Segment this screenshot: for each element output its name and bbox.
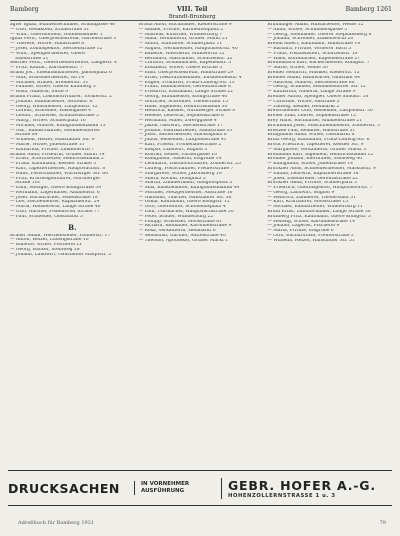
directory-entry: — Karl, Tapeziermeister, Hauptwachstr. 8 (10, 166, 106, 171)
directory-entry: — Marie, Witwe, Judenstraße 11 (10, 142, 85, 147)
directory-entry: — Anton, Heizer, Ludwigstraße 10 (10, 238, 89, 243)
directory-entry: — Philipp, Schlosser, Moosstraße 61 (138, 219, 223, 224)
directory-entry: — Georg, Bäcker, Steinweg 28 (10, 248, 80, 253)
directory-entry: — Christof, Schuhmacher, Kapellenstr. 5 (138, 61, 232, 66)
directory-entry: — Anton, Stadtbote, Schillerplatz 11 (138, 42, 223, 47)
directory-entry: — Hermann, Lagerhalter, Amalienstr. 6 (10, 190, 100, 195)
directory-entry: — Friedrich, Kaufmann, Lange Straße 22 (138, 90, 234, 95)
ad-tagline-2: AUSFÜHRUNG (141, 488, 185, 494)
directory-entry: — Katharina, Näherin, Lange Straße 9 (267, 90, 356, 95)
directory-entry: — Oskar, Kaufmann, Obere Königstr. 12 (138, 200, 230, 205)
directory-entry: — Otto, Buchdrucker, Pfeuferstraße 2 (267, 234, 354, 239)
directory-entry: — Sebastian, Gärtner, Mittelstraße 40 (138, 234, 226, 239)
directory-entry: — Andreas, Kutscher, Wunderburg 7 (138, 32, 223, 37)
directory-entry: — Christine, Witwe, Austraße 3 (267, 99, 340, 104)
footer-left: Adreßbuch für Bamberg 1931 (18, 520, 95, 526)
directory-entry: — Margarete, Witwe, Jakobsberg 19 (138, 171, 222, 176)
directory-entry: — Ludwig, Postschaffner, Pfeuferstraße 7 (138, 166, 234, 171)
directory-entry: — Georg, Schmied, Memmelsdorfer Str. 12 (267, 85, 366, 90)
directory-entry: — Pauline, Witwe, Oberer Kaulberg 3 (10, 85, 96, 90)
directory-entry: — Johann, Fabrikarbeiter, Sandstraße 33 (138, 128, 233, 133)
directory-entry: — Rosa, Näherin, Sutte 9 (10, 90, 68, 95)
directory-entry: — Wilhelm, Heizer, Hallstadter Str. 51 (267, 238, 355, 243)
directory-entry: Brückner Anna, Private, Schillerplatz 3 (267, 181, 357, 186)
directory-entry: — Franz, Bahnarbeiter, Gereuthstraße 8 (138, 85, 231, 90)
column-middle (139, 23, 264, 465)
directory-entry: — Gottfried, Schreiner, Theuerstadt 15 (138, 99, 228, 104)
directory-entry: — Helene, Lehrerin, Sophienstraße 6 (138, 114, 224, 119)
directory-entry: Braun Adolf, Buchbinder, Kleberstraße 9 (138, 23, 232, 27)
directory-entry: Brehm Albert, Kaufmann, Hainstraße 14 (267, 42, 361, 47)
ad-firm-name: GEBR. HOFER A.-G. (228, 477, 376, 493)
directory-entry: — Heinrich, Zimmerer, Theuerstadt 31 (267, 195, 357, 200)
directory-entry: — Johann, Bahnarbeiter, Mittelstr. 6 (10, 99, 93, 104)
directory-entry: — Jakob, Gastwirt, Siechenstraße 17 (138, 123, 223, 128)
directory-entry: — Michael, Maurer, Kunigundendamm 15 (10, 123, 106, 128)
directory-entry: — Lorenz, Schreiner, Hasengasse 4 (10, 109, 92, 114)
directory-entry: — Hans, Postschaffner, Würzburger Str. 60 (10, 171, 109, 176)
directory-entry: — Josef, Eisendreher, Gereuthstraße 22 (267, 176, 358, 181)
directory-entry: — Josef, Buchdrucker, Sodenstraße 18 (10, 195, 98, 200)
directory-entry: Breitenbach Karl, Bäckermeister, Königstr. 7 (267, 61, 370, 66)
directory-entry: — Johann, Schreiner, Zinkenwörth 20 (267, 37, 354, 42)
directory-entry: — Leo, Zeichenlehrer, Kapuzinerstr. 24 (10, 200, 100, 205)
directory-entry: Brühl Ernst, Zahntechniker, Lange Straße 30 (267, 210, 371, 215)
directory-entry: — Ernst, Schriftsetzer, Heinrichsdamm 2 (10, 157, 104, 162)
directory-entry: — Fritz, Kraftwagenführer, Nürnberger (10, 176, 101, 181)
directory-entry: — Michael, Brauer, Brennerstr. 31 (10, 80, 89, 85)
directory-entry: — Karl, Kraftfahrer, Moosstraße 15 (267, 200, 349, 205)
directory-entry: — August, Werkmeister, Hauptsmoorstr. 40 (138, 46, 238, 51)
header-left: Bamberg (10, 6, 39, 13)
directory-entry: Brauer Adam, Weichensteller, Zollnerstr. 17 (10, 233, 111, 238)
directory-entry: — Paul, Schneider, Obstmarkt 3 (10, 214, 83, 219)
directory-entry: — Elisabeth, Witwe, Obere Brücke 3 (138, 66, 223, 71)
directory-entry: Bretschneider Otto, Reisender, Luitpoldstr. 30 (267, 109, 373, 114)
directory-entry: Brand Jos., Eisenbahnarbeiter, Jakobsplatz 6 (10, 70, 112, 75)
directory-entry: — Wilh., Obermonteur, Gundelsheimer 1 (10, 32, 103, 37)
directory-entry: — Franz, Kaufmann, Kessler Straße 5 (10, 162, 97, 167)
directory-entry: — Wilhelm, Heizer, Hallstadter Str. 9 (10, 138, 95, 143)
directory-entry: — Johann, Lagerist, Fischerei 9 (267, 224, 340, 229)
directory-entry: — Georg, Hausmeister, Luitpoldstr. 12 (10, 104, 98, 109)
directory-entry: — Georg, Braumeister, Königstraße 46 (138, 94, 228, 99)
ad-drucksachen: DRUCKSACHEN (8, 480, 120, 496)
directory-entry: — Ludwig, Kellner, Heumarkt 2 (267, 104, 340, 109)
directory-entry: Reicher Ferd., Gewerbeoberlehrer, Langestr. 4 (10, 61, 117, 66)
directory-entry: Ignaz Ferd., Oberpostsekretär, Gartenstraße 5 (10, 37, 117, 42)
header-center (169, 6, 216, 21)
directory-entry: — Georg, Steinhauer, Oberer Stephansberg 8 (267, 32, 372, 37)
directory-entry: Bruckner Alois, Schneidermeister, Markusstr. 9 (267, 166, 376, 171)
directory-entry: — Babette, Wäscherin, Mühlwörth 12 (138, 51, 225, 56)
directory-entry: — Kaspar, Landwirt, Bughof 3 (138, 147, 208, 152)
directory-entry: — Josef, Zollinspektor, Siechenstraße 12 (10, 46, 103, 51)
directory-entry: Sandstraße 21 (15, 56, 49, 61)
directory-entry: — Martin, Zimmermann, Gangolfsplatz 3 (138, 181, 233, 186)
directory-entry: — Paul, Uhrmacher, Hauptwachstraße 20 (138, 210, 234, 215)
directory-entry: Bremer Heinrich, Musiker, Kleberstr. 15 (267, 70, 360, 75)
page-header (10, 6, 392, 20)
directory-entry: — Therese, Witwe, Hainstraße 8 (10, 42, 85, 47)
ad-tagline-1: IN VORNEHMER (141, 481, 190, 487)
directory-entry: — Johann, Landwirt, Gaustadter Hauptstr. 5 (10, 252, 111, 257)
directory-entry: — Josef, Sattlermeister, Markusplatz 8 (138, 133, 227, 138)
directory-entry: — Marg., Witwe, Schillerplatz 16 (10, 118, 86, 123)
directory-entry: — Hans, Ingenieur, Heinrichsdamm 30 (138, 104, 228, 109)
directory-entry: Straße 84 (15, 133, 38, 138)
directory-entry: — Fritz, Kaufm., Karolinenstr. 7 (10, 66, 83, 71)
directory-entry: Brenner Anton, Spengler, Obere Sandstr. 18 (267, 94, 369, 99)
directory-entry: agter Ignaz, Bühnentechniker, Schildgasse 46 (10, 23, 116, 27)
directory-entry: — Margarete, Verkäuferin, Grüner Markt 5 (267, 147, 367, 152)
directory-entry: — Theodor, Apotheker, Grüner Markt 1 (138, 238, 229, 243)
directory-entry: — Heinrich, Kassier, Nürnberger Straße 9 (138, 109, 236, 114)
directory-entry: — Julius, Reisender, Luitpoldstraße 41 (138, 138, 227, 143)
directory-entry: — Andreas, Maurer, Siechenstraße 60 (267, 80, 355, 85)
column-right (267, 23, 392, 465)
directory-entry: Brinz Georg, Kaufmann, Franz-Ludwig-Str. 6 (267, 138, 370, 143)
directory-entry: — Leonh., Schlosser, Schützenstraße 3 (10, 114, 99, 119)
directory-entry: Brietzke Paul, Beamter, Hainstraße 51 (267, 128, 356, 133)
directory-entry: — Richard, Bildhauer, Karolinenstraße 9 (138, 224, 232, 229)
directory-entry: — Anna, Witwe, Schimmelsgasse 3 (267, 27, 348, 32)
directory-entry: — Leonhard, Lokomotivführer, Zollnerstr. 25 (138, 162, 241, 167)
ad-tagline (134, 481, 221, 495)
directory-entry: — Otto, Redakteur, Kramstraße 31 (10, 27, 90, 32)
directory-entry: Brandt Anna, Friseurin, Grüner Markt 14 (10, 152, 105, 157)
ad-firm-street: HOHENZOLLERNSTRASSE 1 u. 3 (228, 492, 336, 499)
directory-entry: — Anna, Verkäuferin, Grüner Markt 21 (138, 37, 228, 42)
directory-entry: Brodmann Karl, Ingenieur, Heinrichsdamm 12 (267, 152, 374, 157)
directory-entry: — Hedwig, Witwe, Karolinenstraße 14 (267, 219, 355, 224)
directory-entry: — Marie, Witwe, Weide 30 (267, 66, 328, 71)
directory-entry: — Maria, Köchin, Domplatz 5 (138, 176, 206, 181)
directory-entry: — Eugen, Prokurist, Franz-Ludwig-Str. 13 (138, 80, 235, 85)
directory-entry: Straße 101 (15, 181, 41, 186)
directory-entry: — Rosa, Verkäuferin, Heumarkt 6 (138, 229, 216, 234)
directory-entry: Bräuninger Adam, Hilfsarbeiter, Weide 12 (267, 23, 364, 27)
directory-entry: — Emma, Lehrerin, Kapuzinerstraße 18 (267, 171, 359, 176)
header-range: Brandt-Brunberg (168, 14, 216, 20)
directory-entry: — Emil, Metzger, Obere Königstraße 39 (10, 186, 102, 191)
directory-entry: — Georg, Landwirt, Bughof 9 (267, 190, 335, 195)
directory-entry: Brickmann Josef, Maschinenmeister, Zollnerstr. 3 (267, 123, 381, 128)
directory-entry: — Otto, Oberlehrer, Schönleinsplatz 4 (138, 205, 226, 210)
directory-entry: — Kunigunda, Witwe, Judenstraße 14 (267, 162, 353, 167)
directory-entry: — Wilh., Spenglermeister, Obere (10, 51, 85, 56)
directory-entry: — Max, Schreinermeister, Au 14 (10, 75, 85, 80)
directory-entry: Breuer Emil, Lehrer, Sophienstraße 12 (267, 114, 357, 119)
section-letter: B. (68, 222, 77, 232)
header-right: Bamberg 1261 (345, 6, 392, 13)
advertisement (8, 470, 392, 506)
directory-entry: Brendel Adam, Bahnwärter, Gaustadt 44 (267, 75, 361, 80)
entry-columns (10, 23, 392, 465)
directory-entry: — Michael, Metzgermeister, Austraße 16 (138, 190, 233, 195)
directory-entry: Bringmann Anna, Witwe, Obstmarkt 8 (267, 133, 355, 138)
directory-entry: — Emil, Oberpostsekretär, Hainstraße 29 (138, 70, 234, 75)
directory-entry: Brey Hans, Buchhalter, Amalienstraße 21 (267, 118, 363, 123)
directory-entry: — Max, Bankbeamter, Kunigundendamm 44 (138, 186, 240, 191)
header-part: VIII. Teil (176, 6, 208, 13)
directory-entry: — Peter, Brauer, Wunderburg 22 (138, 214, 214, 219)
directory-entry: Brock Friedrich, Tapezierer, Kessler Str. 9 (267, 142, 364, 147)
directory-entry: — Michael, Bahnarbeiter, Wunderburg 11 (267, 205, 363, 210)
directory-entry: — Babette, Witwe, Fischerei 21 (10, 243, 83, 248)
column-left (10, 23, 135, 465)
directory-entry: Brönner Johann, Bierbrauer, Steinweg 40 (267, 157, 363, 162)
directory-entry: Brandl Franz, Lokomotivführer, Tocklerstr. 2 (10, 94, 112, 99)
directory-entry: — Otto, Gärtner, Pödeldorfer Straße 77 (10, 210, 100, 215)
page-number: 79 (379, 520, 386, 526)
directory-entry: — Franz, Postassistent, Schützenstr. 19 (267, 51, 358, 56)
directory-entry: — Ernst, Dekorationsmaler, Elisabethenstr. 4 (138, 75, 242, 80)
directory-entry: Brunberg Fritz, Kaufmann, Obere Königstr. 3 (267, 214, 371, 219)
ad-firm-block (221, 478, 392, 499)
directory-entry: — Katharina, Private, Zinkenwörth 7 (10, 147, 95, 152)
page-footer (18, 520, 386, 526)
directory-entry: — Konrad, Heizer, Färbergasse 10 (138, 152, 217, 157)
directory-entry: — Karl, Friseur, Promenadestraße 2 (138, 142, 222, 147)
directory-entry: — Barbara, Private, Vorderer Bach 5 (267, 46, 352, 51)
directory-entry: — Nikolaus, Tüncher, Hallstadter Str. 38 (138, 195, 232, 200)
directory-entry: — Friedrich, Oberinspektor, Hauptsmoorstr. 7 (267, 186, 373, 191)
directory-entry: — Bernhard, Maschinist, Schützenstr. 52 (138, 56, 233, 61)
directory-entry: — Hermann, Maler, Zwerggasse 4 (138, 118, 217, 123)
directory-entry: — Nik., Bahnschaffner, Memmelsdorfer (10, 128, 101, 133)
directory-entry: — Kunigunda, Näherin, Eisgrube 14 (138, 157, 222, 162)
directory-entry: — Maria, Hausiererin, Lange Straße 40 (10, 205, 101, 210)
directory-entry: — Hans, Korbmacher, Kapellenstraße 27 (267, 56, 361, 61)
directory-entry: — Amalie, Private, Karmelitenplatz 2 (138, 27, 224, 32)
directory-entry: — Maria, Private, Eisgrube 6 (267, 229, 334, 234)
